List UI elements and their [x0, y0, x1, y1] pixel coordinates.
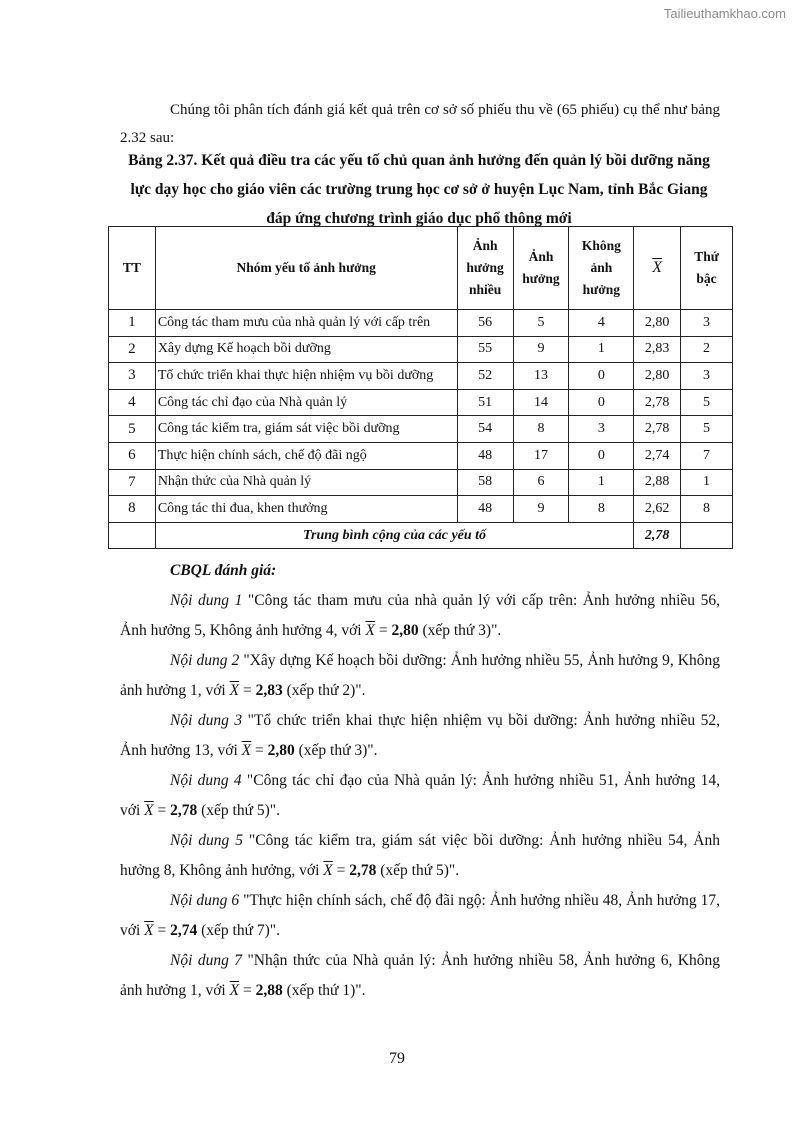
- row-mean: 2,88: [634, 469, 681, 496]
- mean-symbol: $\overline{X}$: [144, 922, 154, 939]
- equals-sign: =: [153, 802, 171, 819]
- row-tt: 5: [109, 416, 156, 443]
- row-rank: 3: [681, 363, 733, 390]
- mean-value: 2,83: [255, 682, 283, 699]
- row-rank: 5: [681, 389, 733, 416]
- row-tt: 1: [109, 310, 156, 337]
- row-name: Nhận thức của Nhà quản lý: [155, 469, 457, 496]
- paragraph-label: Nội dung 2: [170, 652, 240, 669]
- row-some: 9: [513, 336, 569, 363]
- row-none: 1: [569, 469, 634, 496]
- section-title: CBQL đánh giá:: [170, 562, 277, 579]
- paragraph-label: Nội dung 1: [170, 592, 243, 609]
- table-body: [109, 310, 733, 549]
- watermark: Tailieuthamkhao.com: [663, 6, 786, 21]
- table-row: [109, 389, 733, 416]
- row-name: Công tác tham mưu của nhà quản lý với cấp trên: [155, 310, 457, 337]
- row-tt: 2: [109, 336, 156, 363]
- table-title: Bảng 2.37. Kết quả điều tra các yếu tố chủ quan ảnh hưởng đến quản lý bồi dưỡng năng lực dạy học cho giáo viên các trường trung học cơ sở ở huyện Lục Nam, tỉnh Bắc Giang đáp ứng chương trình giáo dục phổ thông mới: [128, 152, 710, 227]
- row-much: 48: [457, 442, 513, 469]
- row-mean: 2,74: [634, 442, 681, 469]
- row-much: 52: [457, 363, 513, 390]
- mean-value: 2,80: [267, 742, 295, 759]
- equals-sign: =: [239, 682, 256, 699]
- evaluation-section: [120, 562, 720, 1006]
- equals-sign: =: [332, 862, 350, 879]
- row-some: 17: [513, 442, 569, 469]
- row-name: Thực hiện chính sách, chế độ đãi ngộ: [155, 442, 457, 469]
- row-name: Tổ chức triển khai thực hiện nhiệm vụ bồi dưỡng: [155, 363, 457, 390]
- row-much: 58: [457, 469, 513, 496]
- paragraph-label: Nội dung 4: [170, 772, 242, 789]
- row-much: 51: [457, 389, 513, 416]
- mean-value: 2,74: [170, 922, 198, 939]
- paragraph-text: "Nhận thức của Nhà quản lý: Ảnh hưởng nhiều 58, Ảnh hưởng 6, Không ảnh hưởng 1, với: [120, 952, 720, 999]
- row-some: 8: [513, 416, 569, 443]
- paragraph-text: "Xây dựng Kế hoạch bồi dưỡng: Ảnh hưởng nhiều 55, Ảnh hưởng 9, Không ảnh hưởng 1, với: [120, 652, 720, 699]
- header-mean: [634, 227, 681, 310]
- header-tt: TT: [109, 227, 156, 310]
- row-tt: 4: [109, 389, 156, 416]
- average-rank-empty: [681, 522, 733, 549]
- row-tt: 7: [109, 469, 156, 496]
- row-none: 0: [569, 363, 634, 390]
- row-none: 4: [569, 310, 634, 337]
- row-mean: 2,80: [634, 310, 681, 337]
- rank-text: (xếp thứ 2)".: [282, 682, 366, 699]
- row-mean: 2,78: [634, 389, 681, 416]
- table-row: [109, 442, 733, 469]
- evaluation-paragraph: [120, 706, 720, 766]
- row-tt: 6: [109, 442, 156, 469]
- rank-text: (xếp thứ 3)".: [418, 622, 502, 639]
- rank-text: (xếp thứ 1)".: [282, 982, 366, 999]
- mean-symbol: $\overline{X}$: [652, 259, 663, 276]
- row-none: 8: [569, 496, 634, 523]
- factors-table: [108, 226, 733, 549]
- row-none: 0: [569, 442, 634, 469]
- row-some: 9: [513, 496, 569, 523]
- mean-value: 2,80: [391, 622, 419, 639]
- evaluation-paragraph: [120, 586, 720, 646]
- equals-sign: =: [153, 922, 171, 939]
- paragraph-text: "Thực hiện chính sách, chế độ đãi ngộ: Ảnh hưởng nhiều 48, Ảnh hưởng 17, với: [120, 892, 720, 939]
- mean-value: 2,78: [170, 802, 198, 819]
- header-some: Ảnh hưởng: [513, 227, 569, 310]
- evaluation-paragraph: [120, 766, 720, 826]
- row-much: 54: [457, 416, 513, 443]
- mean-symbol: $\overline{X}$: [144, 802, 154, 819]
- evaluation-paragraphs: [120, 586, 720, 1006]
- paragraph-text: "Công tác tham mưu của nhà quản lý với cấp trên: Ảnh hưởng nhiều 56, Ảnh hưởng 5, Không ảnh hưởng 4, với: [120, 592, 720, 639]
- row-much: 55: [457, 336, 513, 363]
- rank-text: (xếp thứ 5)".: [197, 802, 280, 819]
- row-mean: 2,78: [634, 416, 681, 443]
- row-tt: 3: [109, 363, 156, 390]
- paragraph-label: Nội dung 7: [170, 952, 243, 969]
- table-row: [109, 469, 733, 496]
- average-row: [109, 522, 733, 549]
- row-none: 3: [569, 416, 634, 443]
- mean-value: 2,88: [255, 982, 283, 999]
- equals-sign: =: [374, 622, 392, 639]
- table-row: [109, 310, 733, 337]
- row-rank: 7: [681, 442, 733, 469]
- paragraph-text: "Công tác kiểm tra, giám sát việc bồi dưỡng: Ảnh hưởng nhiều 54, Ảnh hưởng 8, Không ảnh hưởng, với: [120, 832, 720, 879]
- paragraph-text: "Tổ chức triển khai thực hiện nhiệm vụ bồi dưỡng: Ảnh hưởng nhiều 52, Ảnh hưởng 13, với: [120, 712, 721, 759]
- row-mean: 2,80: [634, 363, 681, 390]
- row-much: 48: [457, 496, 513, 523]
- row-rank: 2: [681, 336, 733, 363]
- row-name: Công tác kiểm tra, giám sát việc bồi dưỡng: [155, 416, 457, 443]
- paragraph-label: Nội dung 5: [170, 832, 243, 849]
- row-name: Xây dựng Kế hoạch bồi dưỡng: [155, 336, 457, 363]
- header-none: Không ảnh hưởng: [569, 227, 634, 310]
- rank-text: (xếp thứ 7)".: [197, 922, 280, 939]
- header-rank: Thứ bậc: [681, 227, 733, 310]
- rank-text: (xếp thứ 5)".: [376, 862, 460, 879]
- table-row: [109, 363, 733, 390]
- equals-sign: =: [239, 982, 256, 999]
- row-mean: 2,83: [634, 336, 681, 363]
- row-mean: 2,62: [634, 496, 681, 523]
- mean-symbol: $\overline{X}$: [229, 682, 240, 699]
- table-row: [109, 416, 733, 443]
- table-row: [109, 336, 733, 363]
- evaluation-paragraph: [120, 946, 720, 1006]
- row-some: 14: [513, 389, 569, 416]
- average-label: Trung bình cộng của các yếu tố: [155, 522, 633, 549]
- paragraph-text: "Công tác chỉ đạo của Nhà quản lý: Ảnh hưởng nhiều 51, Ảnh hưởng 14, với: [120, 772, 720, 819]
- mean-symbol: $\overline{X}$: [323, 862, 333, 879]
- table-header-row: [109, 227, 733, 310]
- paragraph-label: Nội dung 6: [170, 892, 240, 909]
- row-some: 5: [513, 310, 569, 337]
- equals-sign: =: [251, 742, 268, 759]
- mean-symbol: $\overline{X}$: [365, 622, 375, 639]
- row-rank: 5: [681, 416, 733, 443]
- row-some: 13: [513, 363, 569, 390]
- evaluation-paragraph: [120, 886, 720, 946]
- row-rank: 3: [681, 310, 733, 337]
- paragraph-label: Nội dung 3: [170, 712, 243, 729]
- rank-text: (xếp thứ 3)".: [294, 742, 378, 759]
- average-empty-cell: [109, 522, 156, 549]
- mean-value: 2,78: [349, 862, 377, 879]
- header-much: Ảnh hưởng nhiều: [457, 227, 513, 310]
- mean-symbol: $\overline{X}$: [241, 742, 252, 759]
- row-some: 6: [513, 469, 569, 496]
- row-none: 1: [569, 336, 634, 363]
- intro-paragraph: Chúng tôi phân tích đánh giá kết quả trên cơ sở số phiếu thu về (65 phiếu) cụ thể như bảng 2.32 sau:: [120, 102, 720, 146]
- table-row: [109, 496, 733, 523]
- row-rank: 8: [681, 496, 733, 523]
- evaluation-paragraph: [120, 826, 720, 886]
- evaluation-paragraph: [120, 646, 720, 706]
- row-name: Công tác thi đua, khen thưởng: [155, 496, 457, 523]
- page-number: 79: [389, 1050, 405, 1067]
- row-rank: 1: [681, 469, 733, 496]
- row-name: Công tác chỉ đạo của Nhà quản lý: [155, 389, 457, 416]
- mean-symbol: $\overline{X}$: [229, 982, 240, 999]
- row-none: 0: [569, 389, 634, 416]
- average-value: 2,78: [634, 522, 681, 549]
- header-group: Nhóm yếu tố ảnh hưởng: [155, 227, 457, 310]
- row-much: 56: [457, 310, 513, 337]
- row-tt: 8: [109, 496, 156, 523]
